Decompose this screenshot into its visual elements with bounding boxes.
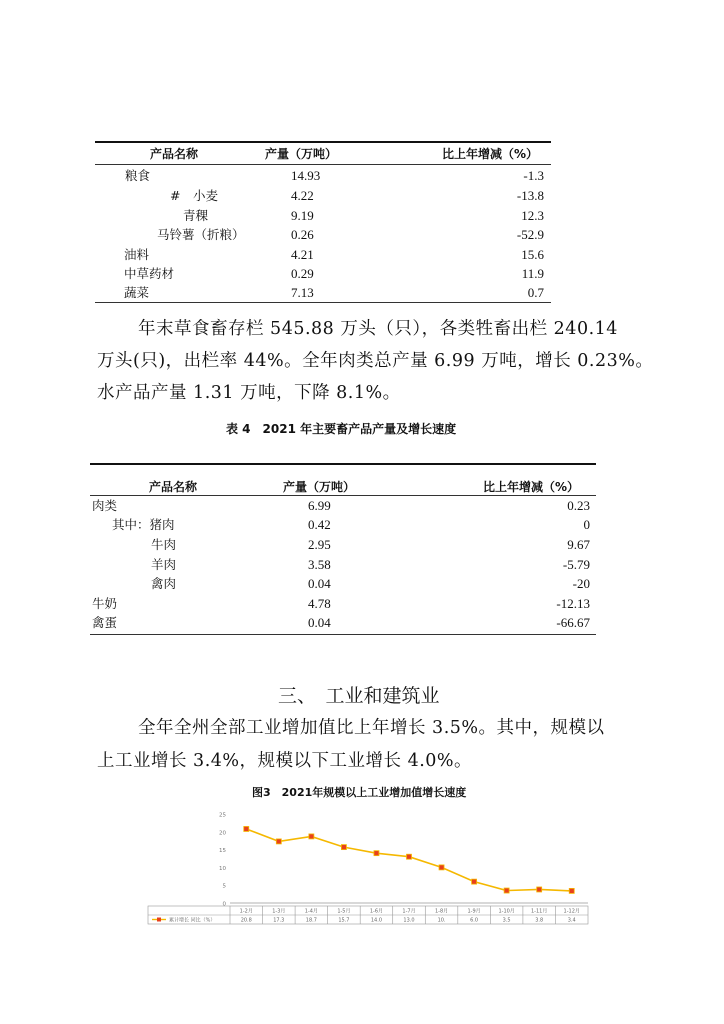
data-value-label: 3.8 <box>535 917 544 924</box>
section-title: 三、 工业和建筑业 <box>278 685 440 707</box>
y-tick-label: 15 <box>219 848 226 855</box>
row-name: 马铃薯（折粮） <box>157 227 245 242</box>
y-tick-label: 25 <box>219 812 226 819</box>
x-category-label: 1-12月 <box>563 908 580 915</box>
data-value-label: 6.0 <box>470 917 479 924</box>
paragraph-line: 万头(只)，出栏率 44%。全年肉类总产量 6.99 万吨，增长 0.23%。 <box>97 351 654 371</box>
table-top-rule <box>90 463 596 465</box>
data-point <box>569 888 574 893</box>
x-category-label: 1-10月 <box>498 908 515 915</box>
data-value-label: 20.8 <box>240 917 252 924</box>
row-value: 7.13 <box>291 285 314 300</box>
legend-marker <box>157 918 161 922</box>
data-value-label: 3.5 <box>502 917 511 924</box>
x-category-label: 1-7月 <box>402 908 416 915</box>
row-change: -13.8 <box>516 188 544 203</box>
header-change: 比上年增减（%） <box>483 480 580 494</box>
table-header-rule <box>90 495 596 496</box>
y-tick-label: 0 <box>222 901 226 908</box>
row-change: -52.9 <box>516 227 544 242</box>
row-change: -20 <box>572 576 590 591</box>
row-change: 0.7 <box>527 285 544 300</box>
data-value-label: 3.4 <box>567 917 576 924</box>
row-value: 2.95 <box>308 537 331 552</box>
row-change: 15.6 <box>521 247 544 262</box>
header-product-name: 产品名称 <box>149 480 198 494</box>
row-change: -5.79 <box>562 557 590 572</box>
data-point <box>537 887 542 892</box>
header-output: 产量（万吨） <box>265 147 338 161</box>
row-name: 青稞 <box>183 208 209 223</box>
data-point <box>244 826 249 831</box>
header-product-name: 产品名称 <box>150 147 199 161</box>
row-value: 0.29 <box>291 266 314 281</box>
row-name: 蔬菜 <box>124 285 150 300</box>
data-value-label: 17.3 <box>273 917 285 924</box>
row-change: -66.67 <box>556 615 590 630</box>
data-point <box>309 834 314 839</box>
header-change: 比上年增减（%） <box>442 147 539 161</box>
row-change: 0.23 <box>567 498 590 513</box>
paragraph-line: 全年全州全部工业增加值比上年增长 3.5%。其中，规模以 <box>138 718 605 738</box>
x-category-label: 1-4月 <box>304 908 318 915</box>
data-point <box>439 865 444 870</box>
table-bottom-rule <box>95 302 551 303</box>
row-name: 中草药材 <box>124 266 175 281</box>
paragraph-line: 水产品产量 1.31 万吨，下降 8.1%。 <box>97 383 401 403</box>
data-value-label: 10. <box>437 917 446 924</box>
row-value: 4.22 <box>291 188 314 203</box>
y-axis <box>219 813 227 908</box>
paragraph-line: 年末草食畜存栏 545.88 万头（只），各类牲畜出栏 240.14 <box>138 319 618 339</box>
x-category-label: 1-8月 <box>434 908 449 915</box>
table-top-rule <box>95 141 551 143</box>
row-change: 9.67 <box>567 537 590 552</box>
x-category-label: 1-3月 <box>272 908 286 915</box>
table-bottom-rule <box>90 634 596 635</box>
legend-label: 累计增长 同比（%） <box>169 917 216 924</box>
data-point <box>504 888 509 893</box>
row-name: # 小麦 <box>170 188 218 203</box>
x-category-label: 1-5月 <box>337 908 351 915</box>
table-header-rule <box>95 164 551 165</box>
series-line <box>246 829 571 891</box>
row-value: 0.26 <box>291 227 314 242</box>
row-name: 其中：猪肉 <box>112 517 175 532</box>
row-name: 粮食 <box>125 168 151 183</box>
row-value: 0.42 <box>308 517 331 532</box>
data-point <box>276 839 281 844</box>
row-name: 羊肉 <box>151 557 177 572</box>
row-name: 牛奶 <box>92 596 118 611</box>
x-category-label: 1-9月 <box>467 908 481 915</box>
y-tick-label: 10 <box>219 865 226 872</box>
row-value: 6.99 <box>308 498 331 513</box>
data-point <box>472 879 477 884</box>
x-category-label: 1-11月 <box>531 908 548 915</box>
row-value: 4.21 <box>291 247 314 262</box>
row-value: 0.04 <box>308 615 331 630</box>
y-tick-label: 20 <box>219 830 226 837</box>
row-name: 油料 <box>124 247 150 262</box>
data-value-label: 13.0 <box>403 917 415 924</box>
header-output: 产量（万吨） <box>283 480 356 494</box>
x-category-label: 1-6月 <box>369 908 384 915</box>
data-point <box>341 845 346 850</box>
data-value-label: 18.7 <box>305 917 317 924</box>
y-tick-label: 5 <box>222 883 226 890</box>
row-value: 0.04 <box>308 576 331 591</box>
industrial-growth-chart <box>140 802 594 926</box>
paragraph-line: 上工业增长 3.4%，规模以下工业增长 4.0%。 <box>97 751 473 771</box>
series-markers <box>244 826 574 893</box>
row-change: 12.3 <box>521 208 544 223</box>
chart-data-table <box>148 906 588 924</box>
row-name: 禽蛋 <box>92 615 118 630</box>
chart-title: 图3 2021年规模以上工业增加值增长速度 <box>252 786 467 799</box>
row-value: 14.93 <box>291 168 321 183</box>
row-value: 9.19 <box>291 208 314 223</box>
row-name: 牛肉 <box>151 537 177 552</box>
x-category-label: 1-2月 <box>239 908 253 915</box>
row-change: -12.13 <box>556 596 590 611</box>
table4-caption: 表 4 2021 年主要畜产品产量及增长速度 <box>226 422 457 436</box>
row-name: 禽肉 <box>151 576 177 591</box>
data-value-label: 14.0 <box>370 917 383 924</box>
row-change: 0 <box>583 517 590 532</box>
row-value: 3.58 <box>308 557 331 572</box>
row-name: 肉类 <box>92 498 118 513</box>
data-point <box>407 854 412 859</box>
row-change: 11.9 <box>521 266 544 281</box>
row-value: 4.78 <box>308 596 331 611</box>
row-change: -1.3 <box>523 168 544 183</box>
data-point <box>374 851 379 856</box>
data-value-label: 15.7 <box>338 917 350 924</box>
